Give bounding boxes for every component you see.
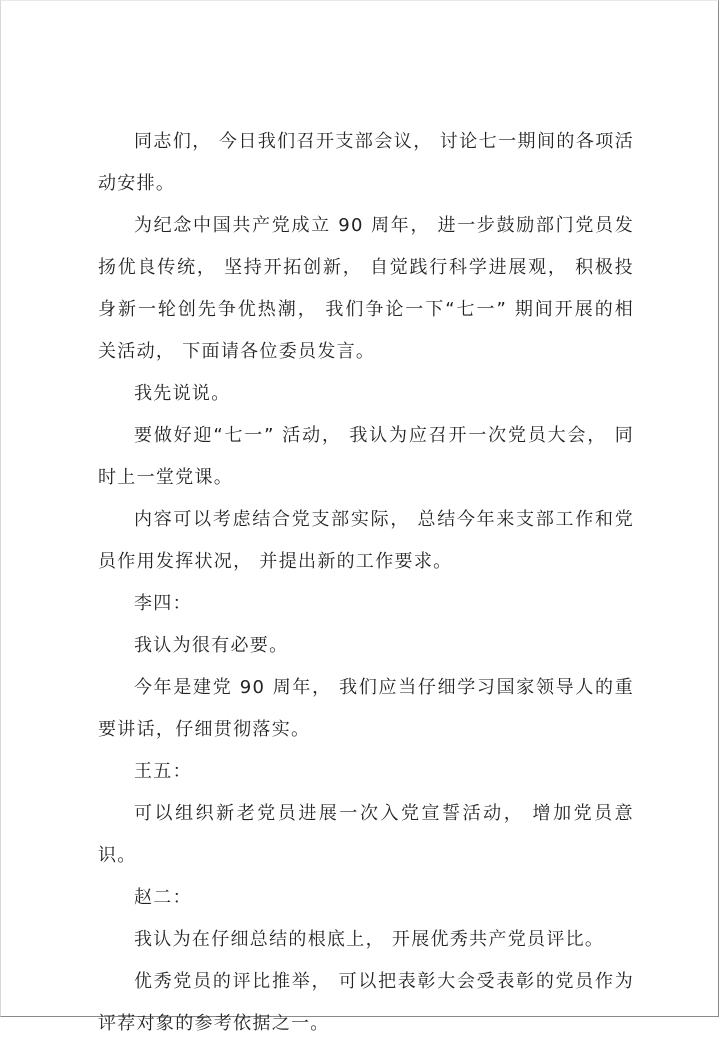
paragraph: 要做好迎“七一” 活动， 我认为应召开一次党员大会， 同时上一堂党课。 xyxy=(98,425,634,488)
paragraph: 我认为很有必要。 xyxy=(134,635,289,656)
speaker-label: 王五： xyxy=(134,761,192,782)
paragraph: 优秀党员的评比推举， 可以把表彰大会受表彰的党员作为评荐对象的参考依据之一。 xyxy=(98,971,634,1034)
speaker-label: 赵二： xyxy=(134,887,192,908)
document-body xyxy=(98,121,634,1045)
paragraph: 内容可以考虑结合党支部实际， 总结今年来支部工作和党员作用发挥状况， 并提出新的工作要求。 xyxy=(98,509,634,572)
paragraph: 今年是建党 90 周年， 我们应当仔细学习国家领导人的重要讲话，仔细贯彻落实。 xyxy=(98,677,634,740)
paragraph: 为纪念中国共产党成立 90 周年， 进一步鼓励部门党员发扬优良传统， 坚持开拓创新， 自觉践行科学进展观， 积极投身新一轮创先争优热潮， 我们争论一下“七一” 期间开展的相关活动， 下面请各位委员发言。 xyxy=(98,215,634,362)
paragraph: 我先说说。 xyxy=(134,383,231,404)
paragraph: 可以组织新老党员进展一次入党宣誓活动， 增加党员意识。 xyxy=(98,803,634,866)
paragraph: 同志们， 今日我们召开支部会议， 讨论七一期间的各项活动安排。 xyxy=(98,131,634,194)
speaker-label: 李四： xyxy=(134,593,192,614)
paragraph: 我认为在仔细总结的根底上， 开展优秀共产党员评比。 xyxy=(134,929,605,950)
